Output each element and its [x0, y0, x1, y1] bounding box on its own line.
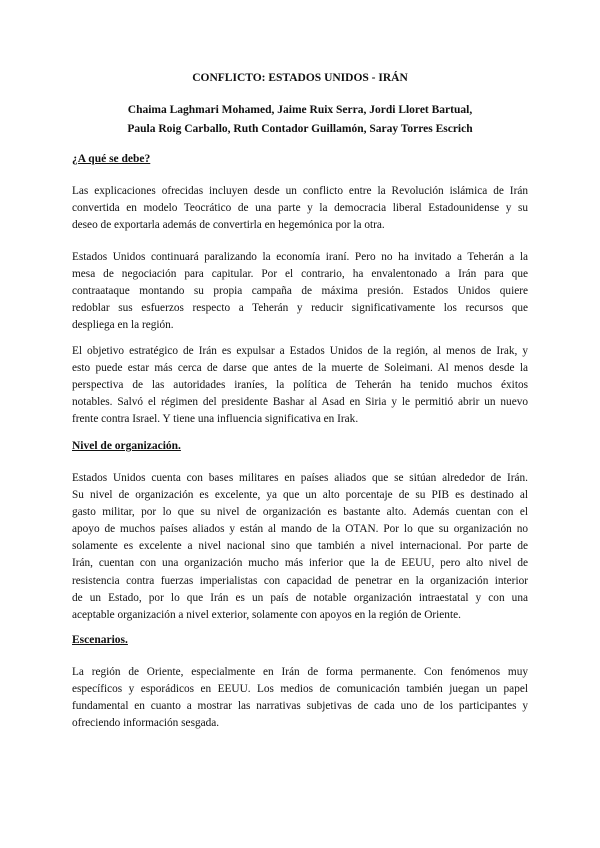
- paragraph: [72, 249, 528, 334]
- text-line: perspectiva de las autoridades iraníes, la política de Teherán ha tenido muchos éxitos: [72, 379, 528, 392]
- text-line: gasto militar, por lo que su nivel de organización es bastante alto. Además cuentan con el: [72, 506, 528, 519]
- text-line: mesa de negociación para capitular. Por el contrario, ha envalentonado a Irán para que: [72, 268, 528, 281]
- text-line: esto puede estar más cerca de darse que antes de la muerte de Soleimani. Al menos desde la: [72, 362, 528, 375]
- text-line: solamente es excelente a nivel nacional sino que también a nivel internacional. Por parte de: [72, 540, 528, 553]
- text-line: de un Estado, por lo que Irán es un país de notable organización intraestatal y con una: [72, 591, 528, 604]
- text-line: despliega en la región.: [72, 319, 174, 332]
- text-line: Su nivel de organización es excelente, ya que un alto porcentaje de su PIB es destinado al: [72, 489, 528, 502]
- text-line: ofreciendo información sesgada.: [72, 717, 220, 730]
- author-line: Chaima Laghmari Mohamed, Jaime Ruix Serra, Jordi Lloret Bartual,: [127, 104, 473, 116]
- paragraph: [72, 664, 528, 732]
- text-line: El objetivo estratégico de Irán es expulsar a Estados Unidos de la región, al menos de Irak, y: [72, 345, 528, 357]
- text-line: aceptable organización a nivel exterior, solamente con apoyos en la región de Oriente.: [72, 608, 461, 621]
- section-heading-causes: ¿A qué se debe?: [72, 153, 151, 165]
- text-line: fundamental en cuanto a mostrar las narrativas subjetivas de cada uno de los participantes y: [72, 700, 528, 713]
- text-line: La región de Oriente, especialmente en Irán de forma permanente. Con fenómenos muy: [72, 666, 528, 678]
- text-line: contraataque montando su propia campaña de máxima presión. Estados Unidos quiere: [72, 285, 528, 298]
- text-line: apoyo de muchos países aliados y están al mando de la OTAN. Por lo que su organización no: [72, 523, 528, 536]
- text-line: frente contra Israel. Y tiene una influencia significativa en Irak.: [72, 413, 359, 426]
- text-line: convertida en modelo Teocrático de una parte y la democracia liberal Estadounidense y su: [72, 202, 528, 215]
- section-heading-scenarios: Escenarios.: [72, 634, 128, 646]
- text-line: redoblar sus esfuerzos respecto a Teherán y reducir significativamente los recursos que: [72, 302, 528, 315]
- text-line: deseo de exportarla además de convertirla en hegemónica por la otra.: [72, 219, 385, 232]
- text-line: Estados Unidos continuará paralizando la economía iraní. Pero no ha invitado a Teherán a la: [72, 251, 528, 263]
- text-line: resistencia contra fuerzas imperialistas con capacidad de penetrar en la organización interior: [72, 574, 528, 587]
- author-line: Paula Roig Carballo, Ruth Contador Guillamón, Saray Torres Escrich: [127, 123, 473, 135]
- text-line: Irán, cuentan con una organización mucho más inferior que la de EEUU, pero alto nivel de: [72, 557, 528, 570]
- author-list: [72, 101, 528, 139]
- text-line: específicos y esporádicos en EEUU. Los medios de comunicación también juegan un papel: [72, 683, 528, 696]
- paragraph: [72, 470, 528, 624]
- document-title: CONFLICTO: ESTADOS UNIDOS - IRÁN: [192, 72, 408, 84]
- text-line: notables. Salvó el régimen del presidente Bashar al Asad en Siria y le permitió abrir un nuevo: [72, 396, 528, 409]
- section-heading-organization: Nivel de organización.: [72, 440, 181, 452]
- text-line: Las explicaciones ofrecidas incluyen desde un conflicto entre la Revolución islámica de Irán: [72, 185, 528, 197]
- paragraph: [72, 343, 528, 428]
- paragraph: [72, 183, 528, 234]
- text-line: Estados Unidos cuenta con bases militares en países aliados que se sitúan alrededor de Irán.: [72, 472, 528, 484]
